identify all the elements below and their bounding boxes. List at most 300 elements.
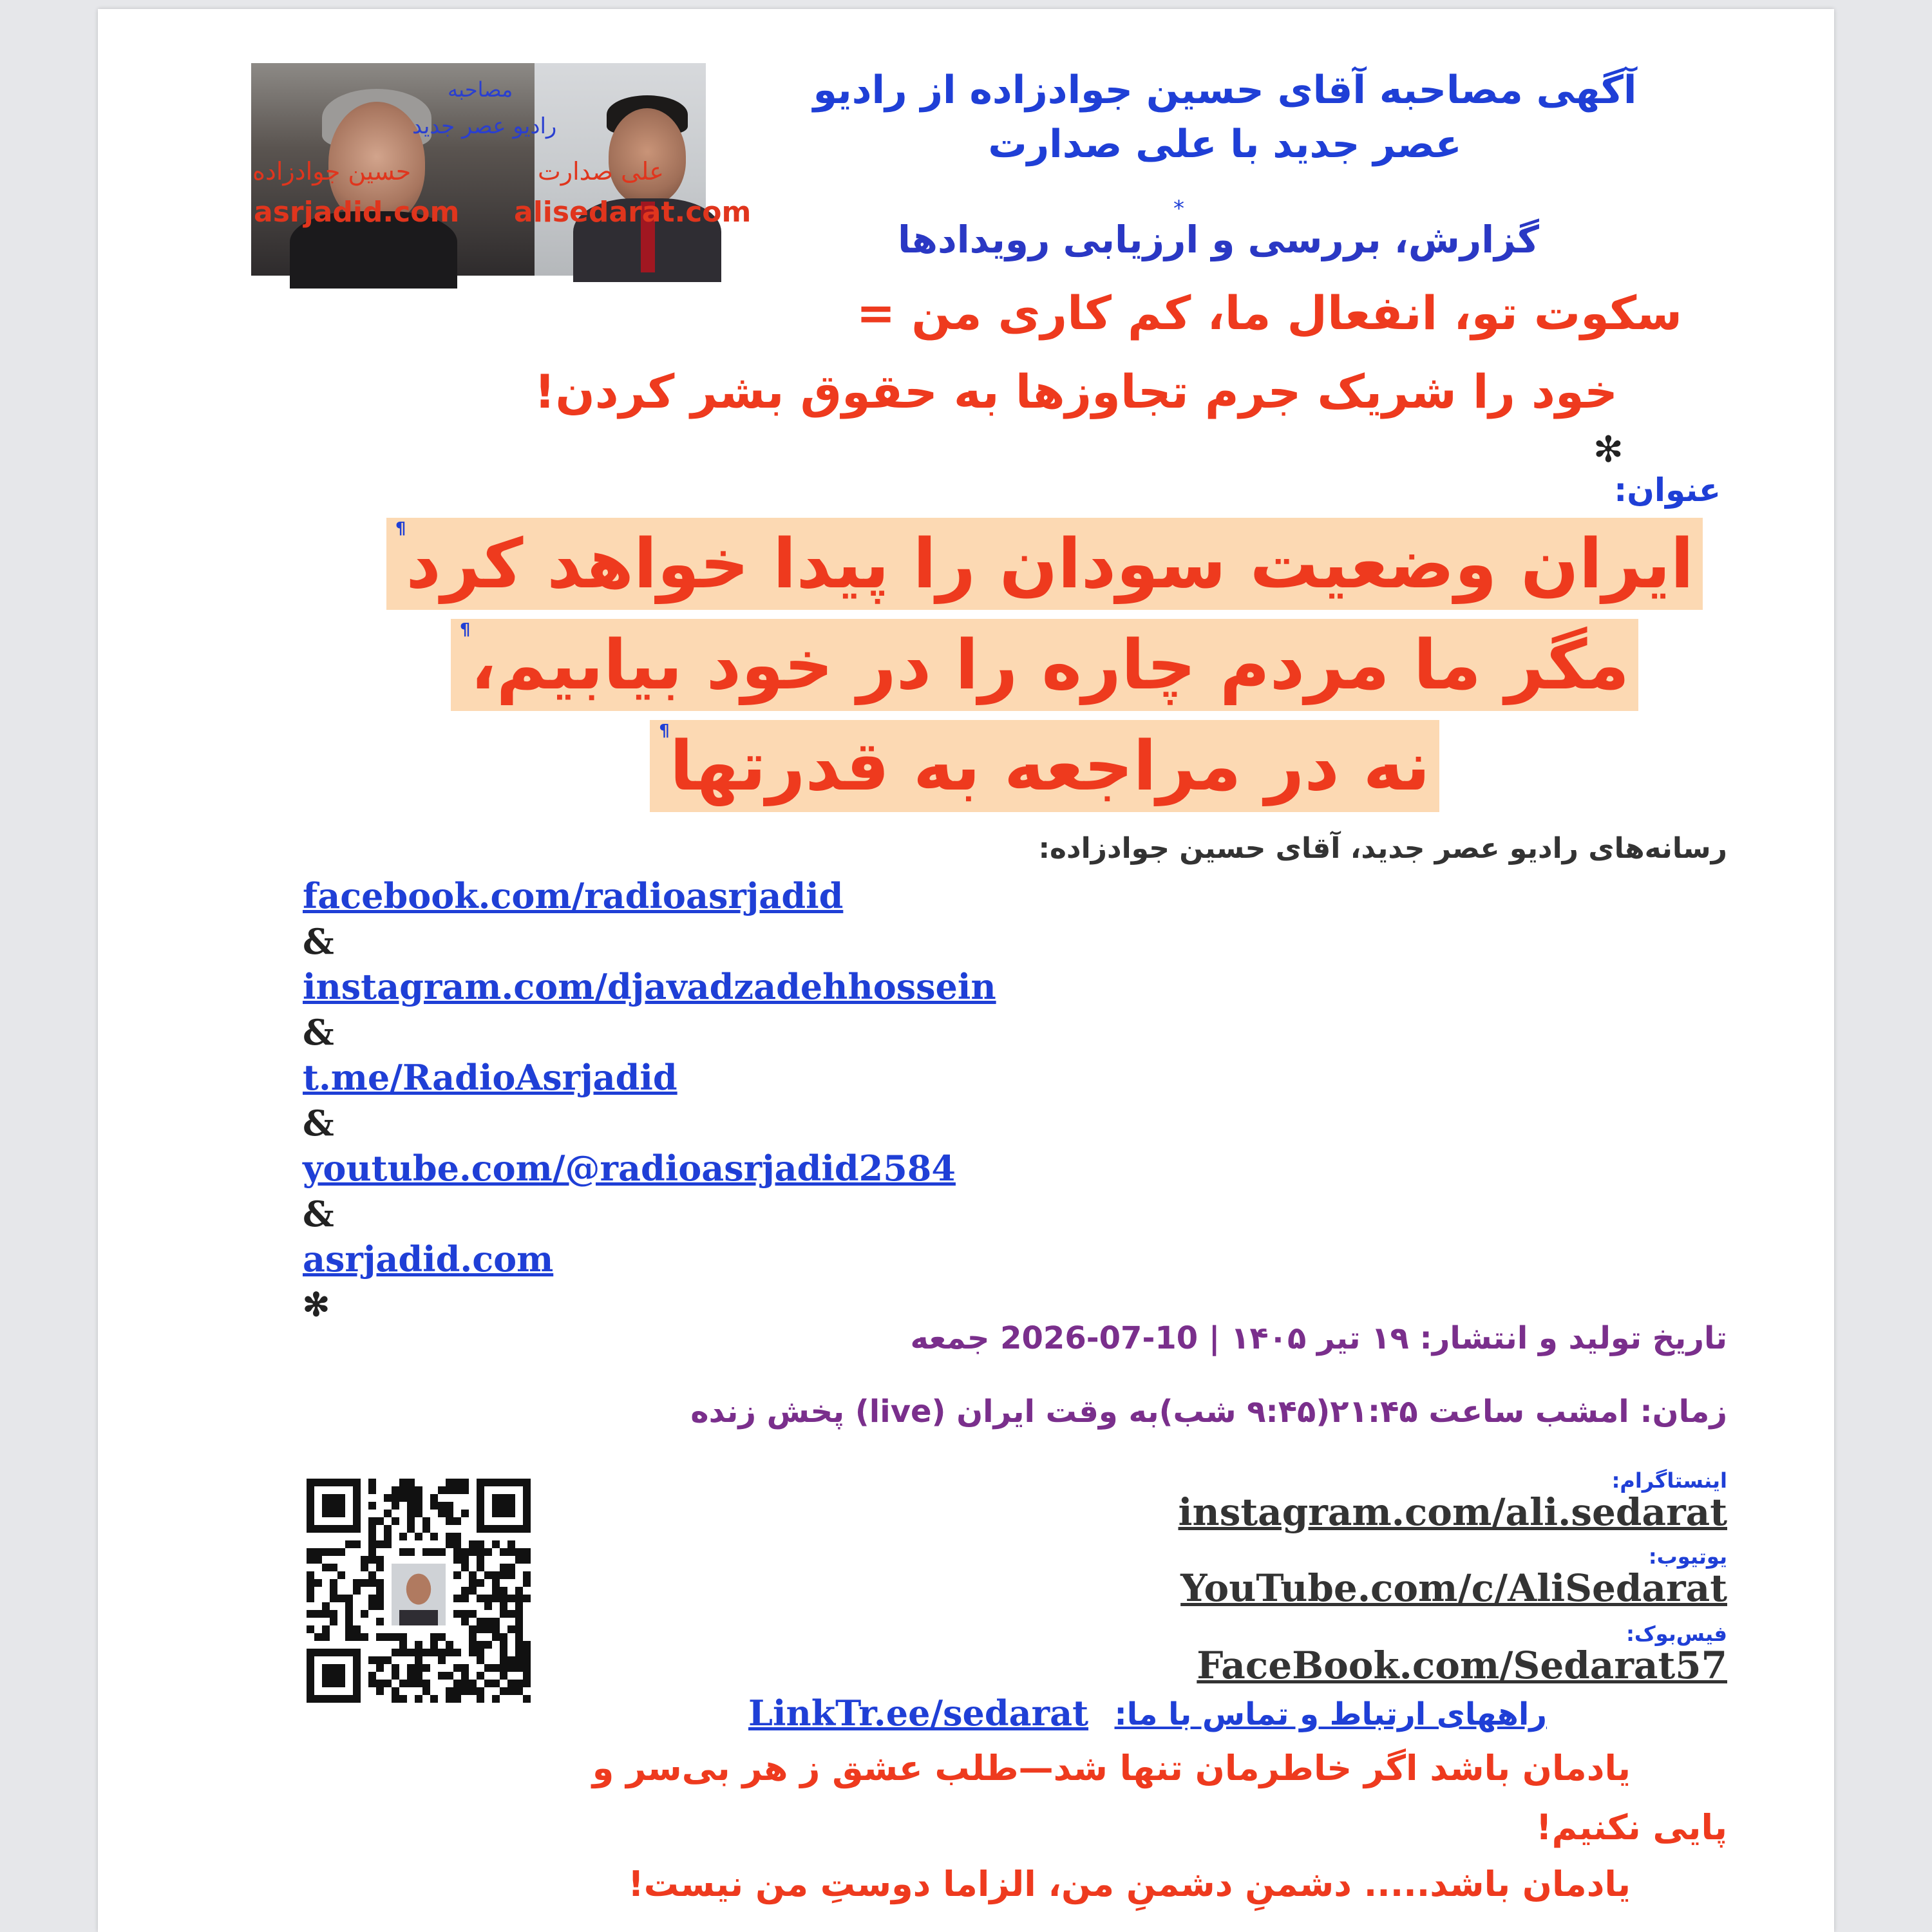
qr-module: [415, 1672, 422, 1680]
qr-module: [469, 1649, 477, 1656]
qr-module: [469, 1587, 477, 1595]
qr-module: [345, 1540, 353, 1548]
qr-module: [307, 1625, 314, 1633]
qr-module: [453, 1517, 461, 1525]
qr-module: [500, 1587, 507, 1595]
qr-module: [500, 1672, 507, 1680]
qr-module: [515, 1633, 523, 1641]
media-end-star: ✻: [303, 1285, 330, 1323]
qr-module: [523, 1672, 531, 1680]
qr-module: [430, 1494, 438, 1502]
qr-module: [392, 1649, 399, 1656]
qr-module: [507, 1656, 515, 1664]
media-links-list: [303, 873, 996, 1327]
qr-module: [322, 1564, 330, 1571]
qr-module: [453, 1486, 461, 1494]
qr-module: [492, 1571, 500, 1579]
qr-module: [368, 1556, 376, 1564]
contact-ways-label: راههای ارتباط و تماس با ما:: [1114, 1696, 1547, 1732]
qr-module: [453, 1610, 461, 1618]
media-link-telegram[interactable]: t.me/RadioAsrjadid: [303, 1057, 677, 1098]
contact-link-linktree[interactable]: LinkTr.ee/sedarat: [748, 1692, 1089, 1734]
qr-module: [492, 1587, 500, 1595]
slogan-line2: خود را شریک جرم تجاوزها به حقوق بشر کردن!: [534, 365, 1618, 419]
qr-module: [384, 1494, 392, 1502]
qr-module: [384, 1633, 392, 1641]
closing-line3: یادمان باشد..... دشمنِ دشمنِ من، الزاما دوستِ من نیست!: [628, 1864, 1631, 1904]
qr-module: [415, 1502, 422, 1510]
schedule-time: زمان: امشب ساعت ۲۱:۴۵(۹:۴۵ شب)به وقت ایران (live) پخش زنده: [690, 1394, 1727, 1430]
media-link-instagram[interactable]: instagram.com/djavadzadehhossein: [303, 966, 996, 1007]
qr-module: [523, 1649, 531, 1656]
link-separator: &: [303, 1012, 334, 1053]
qr-module: [438, 1672, 446, 1680]
qr-module: [469, 1641, 477, 1649]
qr-module: [500, 1610, 507, 1618]
qr-module: [523, 1595, 531, 1602]
qr-module: [469, 1625, 477, 1633]
header-title-line1: آگهی مصاحبه آقای حسین جوادزاده از رادیو: [813, 68, 1637, 113]
topic-line3-text: نه در مراجعه به قدرتها: [669, 726, 1430, 806]
qr-module: [322, 1548, 330, 1556]
instagram-label: اینستاگرام:: [1611, 1468, 1727, 1493]
qr-module: [469, 1540, 477, 1548]
pilcrow-mark: ¶: [459, 620, 471, 640]
qr-module: [422, 1649, 430, 1656]
qr-module: [430, 1548, 438, 1556]
qr-module: [399, 1633, 407, 1641]
qr-module: [314, 1633, 322, 1641]
qr-module: [453, 1479, 461, 1486]
qr-module: [507, 1595, 515, 1602]
qr-module: [322, 1633, 330, 1641]
qr-module: [314, 1579, 322, 1587]
qr-module: [330, 1595, 337, 1602]
qr-module: [330, 1564, 337, 1571]
qr-module: [415, 1695, 422, 1703]
qr-module: [330, 1579, 337, 1587]
qr-module: [446, 1502, 453, 1510]
qr-module: [384, 1525, 392, 1533]
youtube-label: یوتیوب:: [1648, 1544, 1727, 1569]
qr-module: [361, 1610, 368, 1618]
qr-module: [430, 1502, 438, 1510]
qr-module: [422, 1548, 430, 1556]
photo-label-interview: مصاحبه: [448, 77, 513, 102]
qr-module: [515, 1649, 523, 1656]
qr-module: [438, 1656, 446, 1664]
qr-module: [461, 1664, 469, 1672]
photo-label-alisedarat: alisedarat.com: [514, 196, 752, 229]
qr-module: [392, 1695, 399, 1703]
qr-module: [438, 1649, 446, 1656]
qr-module: [484, 1664, 492, 1672]
topic-line2: [451, 619, 1638, 711]
qr-module: [500, 1687, 507, 1695]
qr-module: [361, 1564, 368, 1571]
qr-module: [492, 1695, 500, 1703]
qr-module: [484, 1618, 492, 1625]
qr-module: [453, 1664, 461, 1672]
qr-module: [314, 1556, 322, 1564]
contact-link-youtube[interactable]: YouTube.com/c/AliSedarat: [1180, 1566, 1727, 1610]
qr-module: [368, 1517, 376, 1525]
qr-module: [500, 1595, 507, 1602]
qr-module: [477, 1695, 484, 1703]
qr-module: [415, 1641, 422, 1649]
qr-module: [415, 1680, 422, 1687]
qr-module: [484, 1548, 492, 1556]
qr-module: [407, 1664, 415, 1672]
qr-module: [307, 1579, 314, 1587]
qr-module: [477, 1656, 484, 1664]
qr-module: [392, 1494, 399, 1502]
qr-module: [461, 1486, 469, 1494]
qr-center-face: [406, 1574, 431, 1605]
qr-module: [415, 1510, 422, 1517]
qr-module: [353, 1633, 361, 1641]
qr-module: [515, 1680, 523, 1687]
qr-module: [446, 1695, 453, 1703]
qr-module: [407, 1525, 415, 1533]
qr-module: [307, 1595, 314, 1602]
qr-module: [484, 1680, 492, 1687]
qr-module: [523, 1695, 531, 1703]
qr-module: [399, 1479, 407, 1486]
qr-module: [507, 1625, 515, 1633]
qr-module: [500, 1548, 507, 1556]
photo-label-asrjadid: asrjadid.com: [254, 196, 460, 229]
photo-label-sedarat: علی صدارت: [538, 157, 664, 185]
qr-module: [345, 1610, 353, 1618]
closing-line2: پایی نکنیم!: [1536, 1807, 1727, 1848]
qr-module: [500, 1602, 507, 1610]
qr-module: [422, 1664, 430, 1672]
qr-module: [415, 1494, 422, 1502]
qr-module: [368, 1602, 376, 1610]
qr-module: [376, 1564, 384, 1571]
qr-module: [446, 1687, 453, 1695]
qr-module: [368, 1525, 376, 1533]
qr-module: [507, 1664, 515, 1672]
qr-module: [469, 1571, 477, 1579]
qr-module: [376, 1687, 384, 1695]
qr-module: [399, 1649, 407, 1656]
qr-module: [515, 1664, 523, 1672]
qr-module: [415, 1486, 422, 1494]
qr-module: [507, 1687, 515, 1695]
topic-star: ✻: [1593, 429, 1624, 471]
qr-module: [453, 1571, 461, 1579]
qr-module: [492, 1540, 500, 1548]
qr-module: [461, 1610, 469, 1618]
qr-module: [376, 1680, 384, 1687]
qr-module: [368, 1540, 376, 1548]
link-separator: &: [303, 921, 334, 962]
qr-module: [376, 1595, 384, 1602]
qr-module: [361, 1579, 368, 1587]
qr-module: [453, 1649, 461, 1656]
qr-module: [484, 1595, 492, 1602]
qr-module: [430, 1695, 438, 1703]
qr-module: [477, 1556, 484, 1564]
qr-module: [376, 1556, 384, 1564]
qr-module: [415, 1533, 422, 1540]
qr-module: [492, 1618, 500, 1625]
qr-module: [453, 1680, 461, 1687]
qr-module: [337, 1571, 345, 1579]
qr-module: [368, 1571, 376, 1579]
qr-module: [392, 1672, 399, 1680]
qr-module: [384, 1680, 392, 1687]
qr-module: [523, 1656, 531, 1664]
header-title: [761, 63, 1689, 171]
qr-module: [353, 1579, 361, 1587]
qr-module: [453, 1556, 461, 1564]
qr-module: [438, 1633, 446, 1641]
qr-code[interactable]: [303, 1475, 535, 1710]
qr-module: [446, 1510, 453, 1517]
qr-module: [307, 1587, 314, 1595]
media-link-youtube[interactable]: youtube.com/@radioasrjadid2584: [303, 1148, 956, 1189]
qr-module: [469, 1687, 477, 1695]
qr-module: [407, 1502, 415, 1510]
qr-module: [477, 1595, 484, 1602]
qr-module: [453, 1687, 461, 1695]
qr-module: [477, 1649, 484, 1656]
qr-module: [399, 1533, 407, 1540]
qr-module: [500, 1656, 507, 1664]
qr-module: [399, 1680, 407, 1687]
qr-module: [507, 1571, 515, 1579]
qr-module: [469, 1680, 477, 1687]
qr-module: [307, 1548, 314, 1556]
qr-finder-inner: [322, 1664, 345, 1687]
qr-module: [415, 1656, 422, 1664]
qr-module: [515, 1656, 523, 1664]
qr-module: [430, 1633, 438, 1641]
qr-module: [507, 1680, 515, 1687]
qr-center-suit: [399, 1610, 438, 1625]
qr-module: [461, 1680, 469, 1687]
qr-module: [469, 1579, 477, 1587]
qr-module: [477, 1672, 484, 1680]
header-title-line2: عصر جدید با علی صدارت: [988, 122, 1462, 167]
qr-module: [446, 1517, 453, 1525]
qr-module: [314, 1610, 322, 1618]
qr-module: [407, 1494, 415, 1502]
qr-module: [484, 1571, 492, 1579]
qr-module: [368, 1595, 376, 1602]
qr-module: [353, 1625, 361, 1633]
qr-module: [376, 1618, 384, 1625]
qr-module: [345, 1625, 353, 1633]
qr-module: [376, 1540, 384, 1548]
qr-module: [368, 1680, 376, 1687]
qr-module: [477, 1579, 484, 1587]
qr-module: [322, 1610, 330, 1618]
qr-module: [376, 1587, 384, 1595]
qr-module: [515, 1587, 523, 1595]
qr-module: [461, 1479, 469, 1486]
qr-module: [523, 1579, 531, 1587]
photo-label-javadzadeh: حسین جوادزاده: [252, 157, 412, 185]
qr-module: [523, 1556, 531, 1564]
qr-module: [523, 1548, 531, 1556]
qr-module: [314, 1548, 322, 1556]
qr-module: [438, 1510, 446, 1517]
qr-module: [415, 1664, 422, 1672]
qr-module: [392, 1517, 399, 1525]
topic-line3: [650, 720, 1439, 812]
qr-module: [407, 1680, 415, 1687]
qr-module: [461, 1510, 469, 1517]
facebook-link-row: [987, 1643, 1727, 1687]
qr-module: [477, 1687, 484, 1695]
qr-module: [330, 1610, 337, 1618]
qr-module: [392, 1664, 399, 1672]
qr-module: [453, 1540, 461, 1548]
qr-module: [461, 1672, 469, 1680]
qr-module: [407, 1672, 415, 1680]
qr-module: [500, 1633, 507, 1641]
topic-title: [375, 518, 1714, 812]
qr-module: [515, 1687, 523, 1695]
qr-module: [345, 1618, 353, 1625]
qr-module: [430, 1641, 438, 1649]
qr-module: [392, 1486, 399, 1494]
qr-module: [523, 1664, 531, 1672]
qr-module: [461, 1564, 469, 1571]
qr-module: [330, 1618, 337, 1625]
qr-module: [507, 1610, 515, 1618]
photo-label-radio: رادیو عصر جدید: [412, 113, 557, 139]
facebook-label: فیس‌بوک:: [1626, 1622, 1727, 1646]
qr-module: [361, 1633, 368, 1641]
contact-link-instagram[interactable]: instagram.com/ali.sedarat: [1178, 1490, 1727, 1534]
qr-finder-inner: [322, 1494, 345, 1517]
qr-module: [438, 1486, 446, 1494]
qr-module: [422, 1687, 430, 1695]
header-photo-collage: [251, 63, 752, 276]
instagram-link-row: [987, 1490, 1727, 1534]
qr-module: [453, 1595, 461, 1602]
header-subtitle: گزارش، بررسی و ارزیابی رویدادها: [898, 218, 1539, 261]
qr-module: [307, 1571, 314, 1579]
link-separator: &: [303, 1103, 334, 1144]
qr-module: [384, 1540, 392, 1548]
qr-module: [453, 1548, 461, 1556]
qr-module: [515, 1618, 523, 1625]
qr-module: [446, 1641, 453, 1649]
pilcrow-mark: ¶: [659, 721, 670, 741]
qr-module: [368, 1672, 376, 1680]
qr-module: [492, 1680, 500, 1687]
qr-module: [507, 1548, 515, 1556]
topic-line1-text: ایران وضعیت سودان را پیدا خواهد کرد: [406, 524, 1694, 603]
qr-module: [368, 1548, 376, 1556]
qr-module: [446, 1479, 453, 1486]
qr-module: [353, 1540, 361, 1548]
qr-module: [477, 1540, 484, 1548]
qr-module: [469, 1610, 477, 1618]
qr-module: [322, 1625, 330, 1633]
qr-module: [477, 1625, 484, 1633]
qr-module: [399, 1486, 407, 1494]
media-link-website[interactable]: asrjadid.com: [303, 1238, 554, 1280]
qr-module: [515, 1548, 523, 1556]
qr-module: [492, 1595, 500, 1602]
qr-module: [322, 1602, 330, 1610]
qr-module: [515, 1602, 523, 1610]
qr-module: [477, 1641, 484, 1649]
qr-module: [376, 1664, 384, 1672]
qr-module: [461, 1595, 469, 1602]
qr-module: [399, 1695, 407, 1703]
qr-module: [477, 1548, 484, 1556]
qr-module: [376, 1579, 384, 1587]
qr-module: [500, 1649, 507, 1656]
qr-module: [461, 1587, 469, 1595]
qr-module: [461, 1618, 469, 1625]
qr-module: [345, 1633, 353, 1641]
qr-module: [415, 1649, 422, 1656]
portrait-face-sedarat: [609, 108, 686, 205]
qr-module: [330, 1548, 337, 1556]
qr-module: [461, 1548, 469, 1556]
closing-line1: یادمان باشد اگر خاطرمان تنها شد—طلب عشق ز هر بی‌سر و: [592, 1748, 1631, 1788]
qr-module: [345, 1595, 353, 1602]
qr-module: [430, 1533, 438, 1540]
contact-link-facebook[interactable]: FaceBook.com/Sedarat57: [1197, 1643, 1727, 1687]
topic-line2-text: مگر ما مردم چاره را در خود بیابیم،: [470, 625, 1630, 705]
qr-module: [484, 1602, 492, 1610]
qr-module: [384, 1510, 392, 1517]
qr-module: [368, 1486, 376, 1494]
document-page: [98, 9, 1834, 1932]
media-link-facebook[interactable]: facebook.com/radioasrjadid: [303, 875, 844, 916]
qr-module: [492, 1633, 500, 1641]
qr-module: [446, 1486, 453, 1494]
qr-module: [399, 1548, 407, 1556]
qr-module: [461, 1556, 469, 1564]
qr-module: [515, 1641, 523, 1649]
qr-module: [484, 1641, 492, 1649]
qr-module: [407, 1510, 415, 1517]
link-separator: &: [303, 1193, 334, 1235]
qr-module: [376, 1656, 384, 1664]
qr-module: [422, 1517, 430, 1525]
qr-module: [376, 1633, 384, 1641]
topic-label: عنوان:: [1614, 471, 1721, 509]
qr-module: [384, 1533, 392, 1540]
qr-module: [307, 1610, 314, 1618]
qr-module: [407, 1649, 415, 1656]
qr-module: [392, 1633, 399, 1641]
youtube-link-row: [987, 1566, 1727, 1610]
qr-module: [399, 1494, 407, 1502]
qr-module: [307, 1556, 314, 1564]
qr-module: [453, 1533, 461, 1540]
header-small-star: *: [1173, 196, 1184, 222]
qr-module: [368, 1656, 376, 1664]
qr-module: [368, 1502, 376, 1510]
qr-module: [492, 1664, 500, 1672]
qr-module: [515, 1556, 523, 1564]
qr-module: [500, 1564, 507, 1571]
qr-module: [384, 1656, 392, 1664]
qr-module: [507, 1540, 515, 1548]
